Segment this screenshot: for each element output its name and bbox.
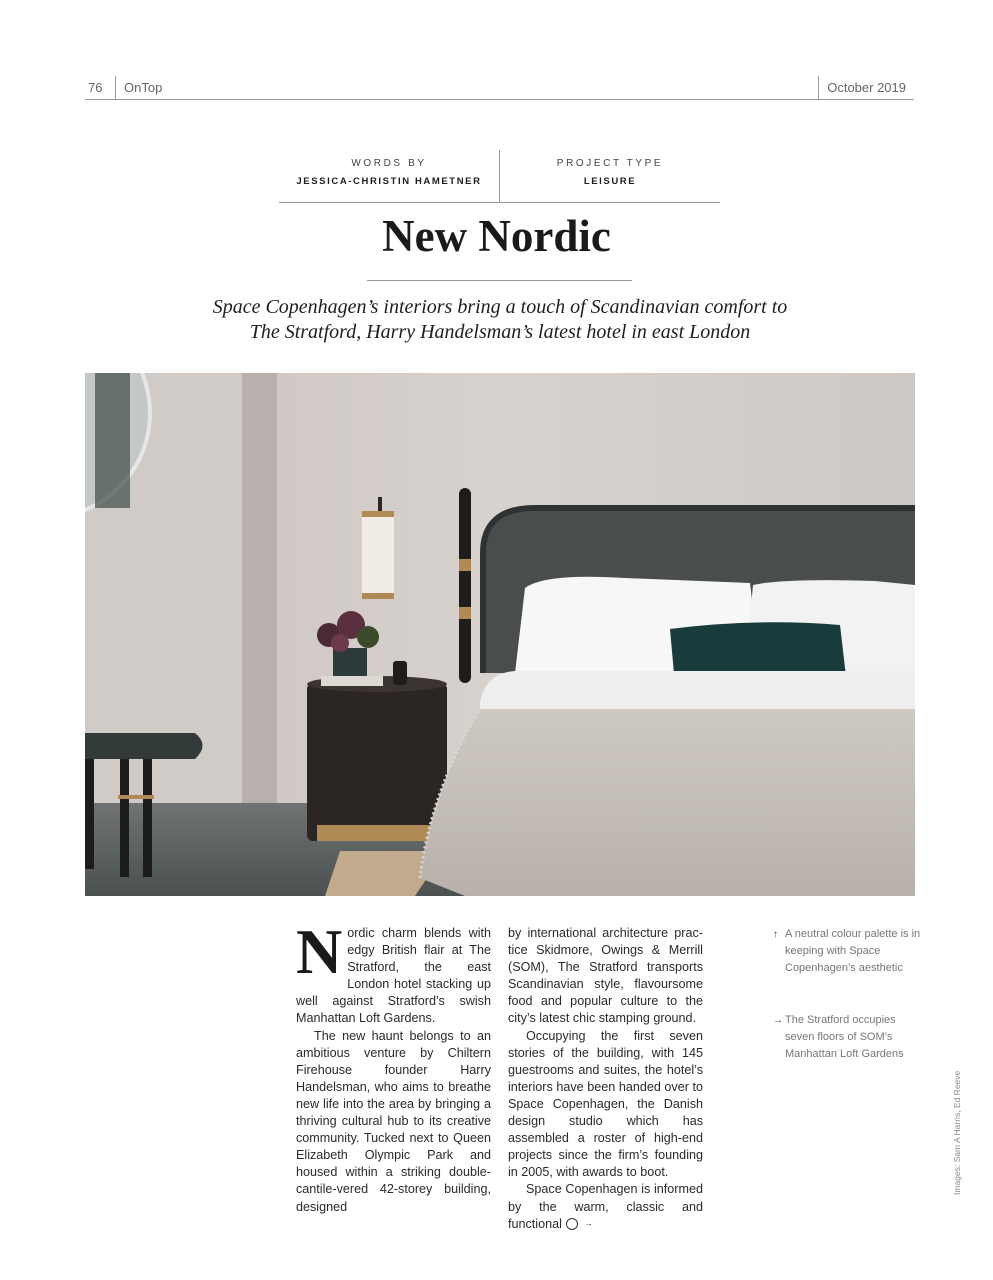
- paragraph-text: ordic charm blends with edgy British flair at The Stratford, the east London hotel stacking up well against Stratford’s swish Manhattan Loft Gardens.: [296, 926, 491, 1026]
- body-paragraph: Occupying the first seven stories of the building, with 145 guestrooms and suites, the hotel’s interiors have been handed over to Space Copenhagen, the Danish design studio which has assembled a roster of high-end projects since the firm’s founding in 2005, with awards to boot.: [508, 1028, 703, 1180]
- drop-cap: N: [296, 916, 343, 987]
- article-credits: [279, 150, 720, 203]
- section-name: OnTop: [124, 80, 163, 95]
- project-type-label: PROJECT TYPE: [556, 158, 664, 169]
- project-type-credit: [500, 158, 720, 187]
- continue-arrow-icon: →: [566, 1218, 578, 1230]
- article-title: New Nordic: [382, 211, 611, 261]
- caption-text: A neutral colour palette is in keeping with Space Copenhagen’s aesthetic: [785, 928, 921, 974]
- body-column-1: [296, 916, 491, 1216]
- standfirst-line-2: The Stratford, Harry Handelsman’s latest hotel in east London: [249, 321, 751, 343]
- body-paragraph: The new haunt belongs to an ambitious venture by Chiltern Firehouse founder Harry Handelsman, who aims to breathe new life into the area by bringing a thriving cultural hub to its creative community. Tucked next to Queen Elizabeth Olympic Park and housed within a striking double-cantile-vered 42-storey building, designed: [296, 1028, 491, 1214]
- mirror-reflection: [95, 373, 130, 508]
- bed-sheet: [480, 671, 915, 713]
- project-type-value: LEISURE: [583, 176, 637, 187]
- nightstand: [307, 676, 447, 841]
- photo-caption: [773, 1012, 923, 1063]
- page-header: [85, 76, 914, 100]
- words-by-credit: [279, 158, 499, 187]
- standfirst-line-1: Space Copenhagen’s interiors bring a touch of Scandinavian comfort to: [212, 296, 788, 318]
- image-credit: Images: Sam A Harris, Ed Reeve: [952, 1070, 962, 1195]
- caption-text: The Stratford occupies seven floors of SOM’s Manhattan Loft Gardens: [785, 1014, 904, 1060]
- arrow-right-icon: →: [773, 1015, 783, 1026]
- arrow-up-icon: ↑: [773, 929, 778, 940]
- title-rule: [367, 280, 632, 281]
- body-paragraph: [508, 1181, 703, 1232]
- author-name: JESSICA-CHRISTIN HAMETNER: [296, 176, 482, 187]
- body-paragraph: [296, 916, 491, 1028]
- header-divider-right: [818, 76, 819, 99]
- bed-throw: [420, 709, 915, 896]
- header-divider: [115, 76, 116, 99]
- books: [321, 676, 383, 686]
- words-by-label: WORDS BY: [351, 158, 427, 169]
- body-column-2: [508, 925, 703, 1233]
- standfirst: [120, 295, 880, 345]
- wall-sconce: [362, 497, 394, 599]
- hotel-bedroom-photo: [85, 373, 915, 896]
- page-number: 76: [88, 80, 103, 95]
- wall-hook: [459, 488, 471, 683]
- paragraph-text: Space Copenhagen is informed by the warm, classic and functional: [508, 1182, 703, 1231]
- issue-date: October 2019: [827, 80, 906, 95]
- phone: [393, 661, 407, 685]
- wall-column: [242, 373, 277, 813]
- photo-caption: [773, 926, 923, 977]
- bedroom-illustration: [85, 373, 915, 896]
- body-paragraph: by international architecture prac-tice Skidmore, Owings & Merrill (SOM), The Stratford transports Scandinavian style, flavoursome food and popular culture to the city’s latest chic stamping ground.: [508, 926, 703, 1026]
